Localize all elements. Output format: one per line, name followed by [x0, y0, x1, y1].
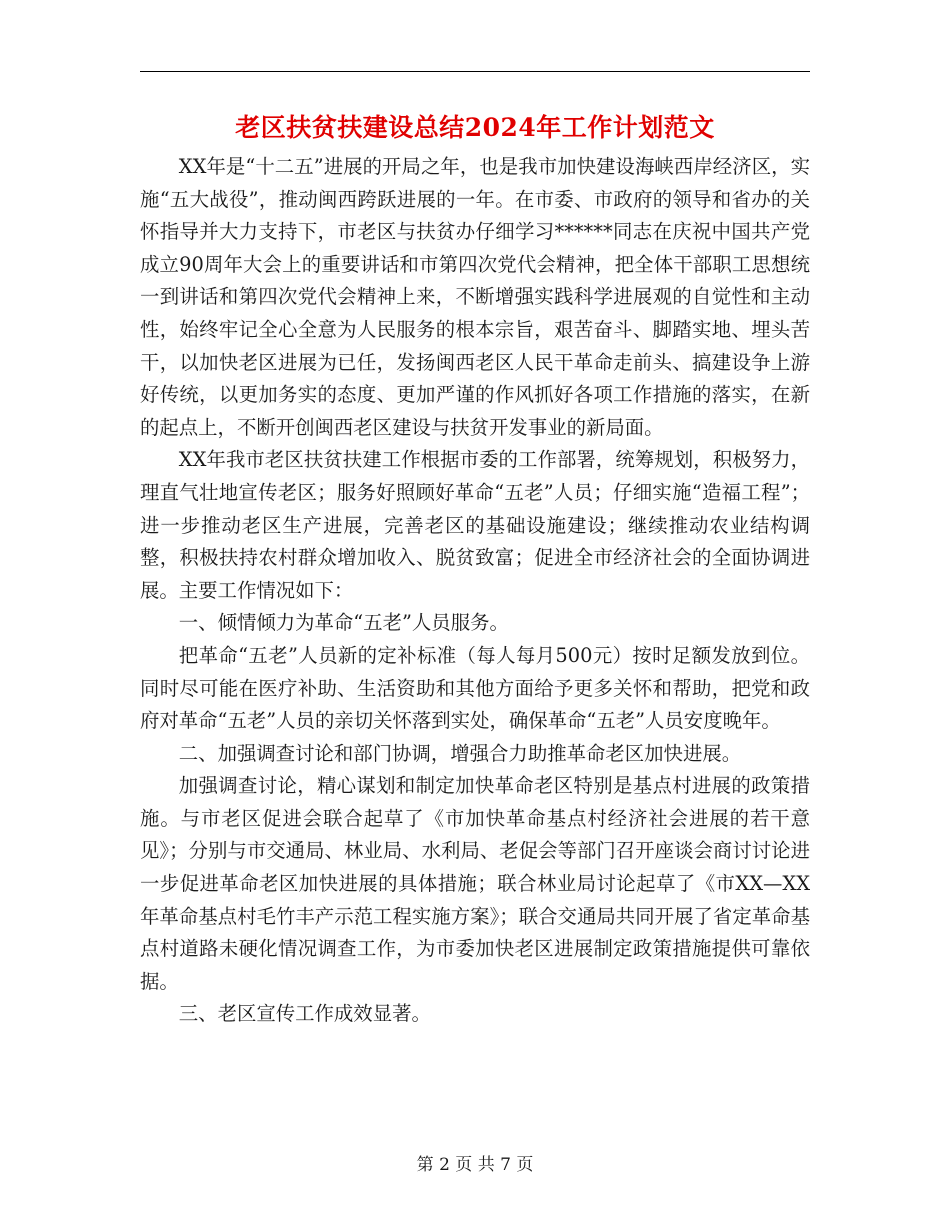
section-heading-3: 三、老区宣传工作成效显著。 [178, 1002, 431, 1026]
page-footer: 第 2 页 共 7 页 [416, 1155, 534, 1175]
paragraph-section-2: 加强调查讨论，精心谋划和制定加快革命老区特别是基点村进展的政策措施。与市老区促进会联合起草了《市加快革命基点村经济社会进展的若干意见》；分别与市交通局、林业局、水利局、老促会等部门召开座谈会商讨讨论进一步促进革命老区加快进展的具体措施；联合林业局讨论起草了《市XX—XX年革命基点村毛竹丰产示范工程实施方案》；联合交通局共同开展了省定革命基点村道路未硬化情况调查工作，为市委加快老区进展制定政策措施提供可靠依据。 [140, 774, 810, 993]
paragraph-summary: XX年我市老区扶贫扶建工作根据市委的工作部署，统筹规划，积极努力，理直气壮地宣传老区；服务好照顾好革命“五老”人员；仔细实施“造福工程”；进一步推动老区生产进展，完善老区的基础设施建设；继续推动农业结构调整，积极扶持农村群众增加收入、脱贫致富；促进全市经济社会的全面协调进展。主要工作情况如下： [140, 448, 810, 602]
document-body [140, 151, 810, 1031]
section-heading-1: 一、倾情倾力为革命“五老”人员服务。 [178, 611, 509, 635]
section-heading-2: 二、加强调查讨论和部门协调，增强合力助推革命老区加快进展。 [178, 741, 742, 765]
header-rule [140, 71, 810, 72]
paragraph-intro: XX年是“十二五”进展的开局之年，也是我市加快建设海峡西岸经济区，实施“五大战役”，推动闽西跨跃进展的一年。在市委、市政府的领导和省办的关怀指导并大力支持下，市老区与扶贫办仔细学习******同志在庆祝中国共产党成立90周年大会上的重要讲话和市第四次党代会精神，把全体干部职工思想统一到讲话和第四次党代会精神上来，不断增强实践科学进展观的自觉性和主动性，始终牢记全心全意为人民服务的根本宗旨，艰苦奋斗、脚踏实地、埋头苦干，以加快老区进展为已任，发扬闽西老区人民干革命走前头、搞建设争上游好传统，以更加务实的态度、更加严谨的作风抓好各项工作措施的落实，在新的起点上，不断开创闽西老区建设与扶贫开发事业的新局面。 [140, 155, 810, 439]
paragraph-section-1: 把革命“五老”人员新的定补标准（每人每月500元）按时足额发放到位。同时尽可能在医疗补助、生活资助和其他方面给予更多关怀和帮助，把党和政府对革命“五老”人员的亲切关怀落到实处，确保革命“五老”人员安度晚年。 [140, 643, 810, 733]
document-title: 老区扶贫扶建设总结2024年工作计划范文 [235, 113, 715, 142]
